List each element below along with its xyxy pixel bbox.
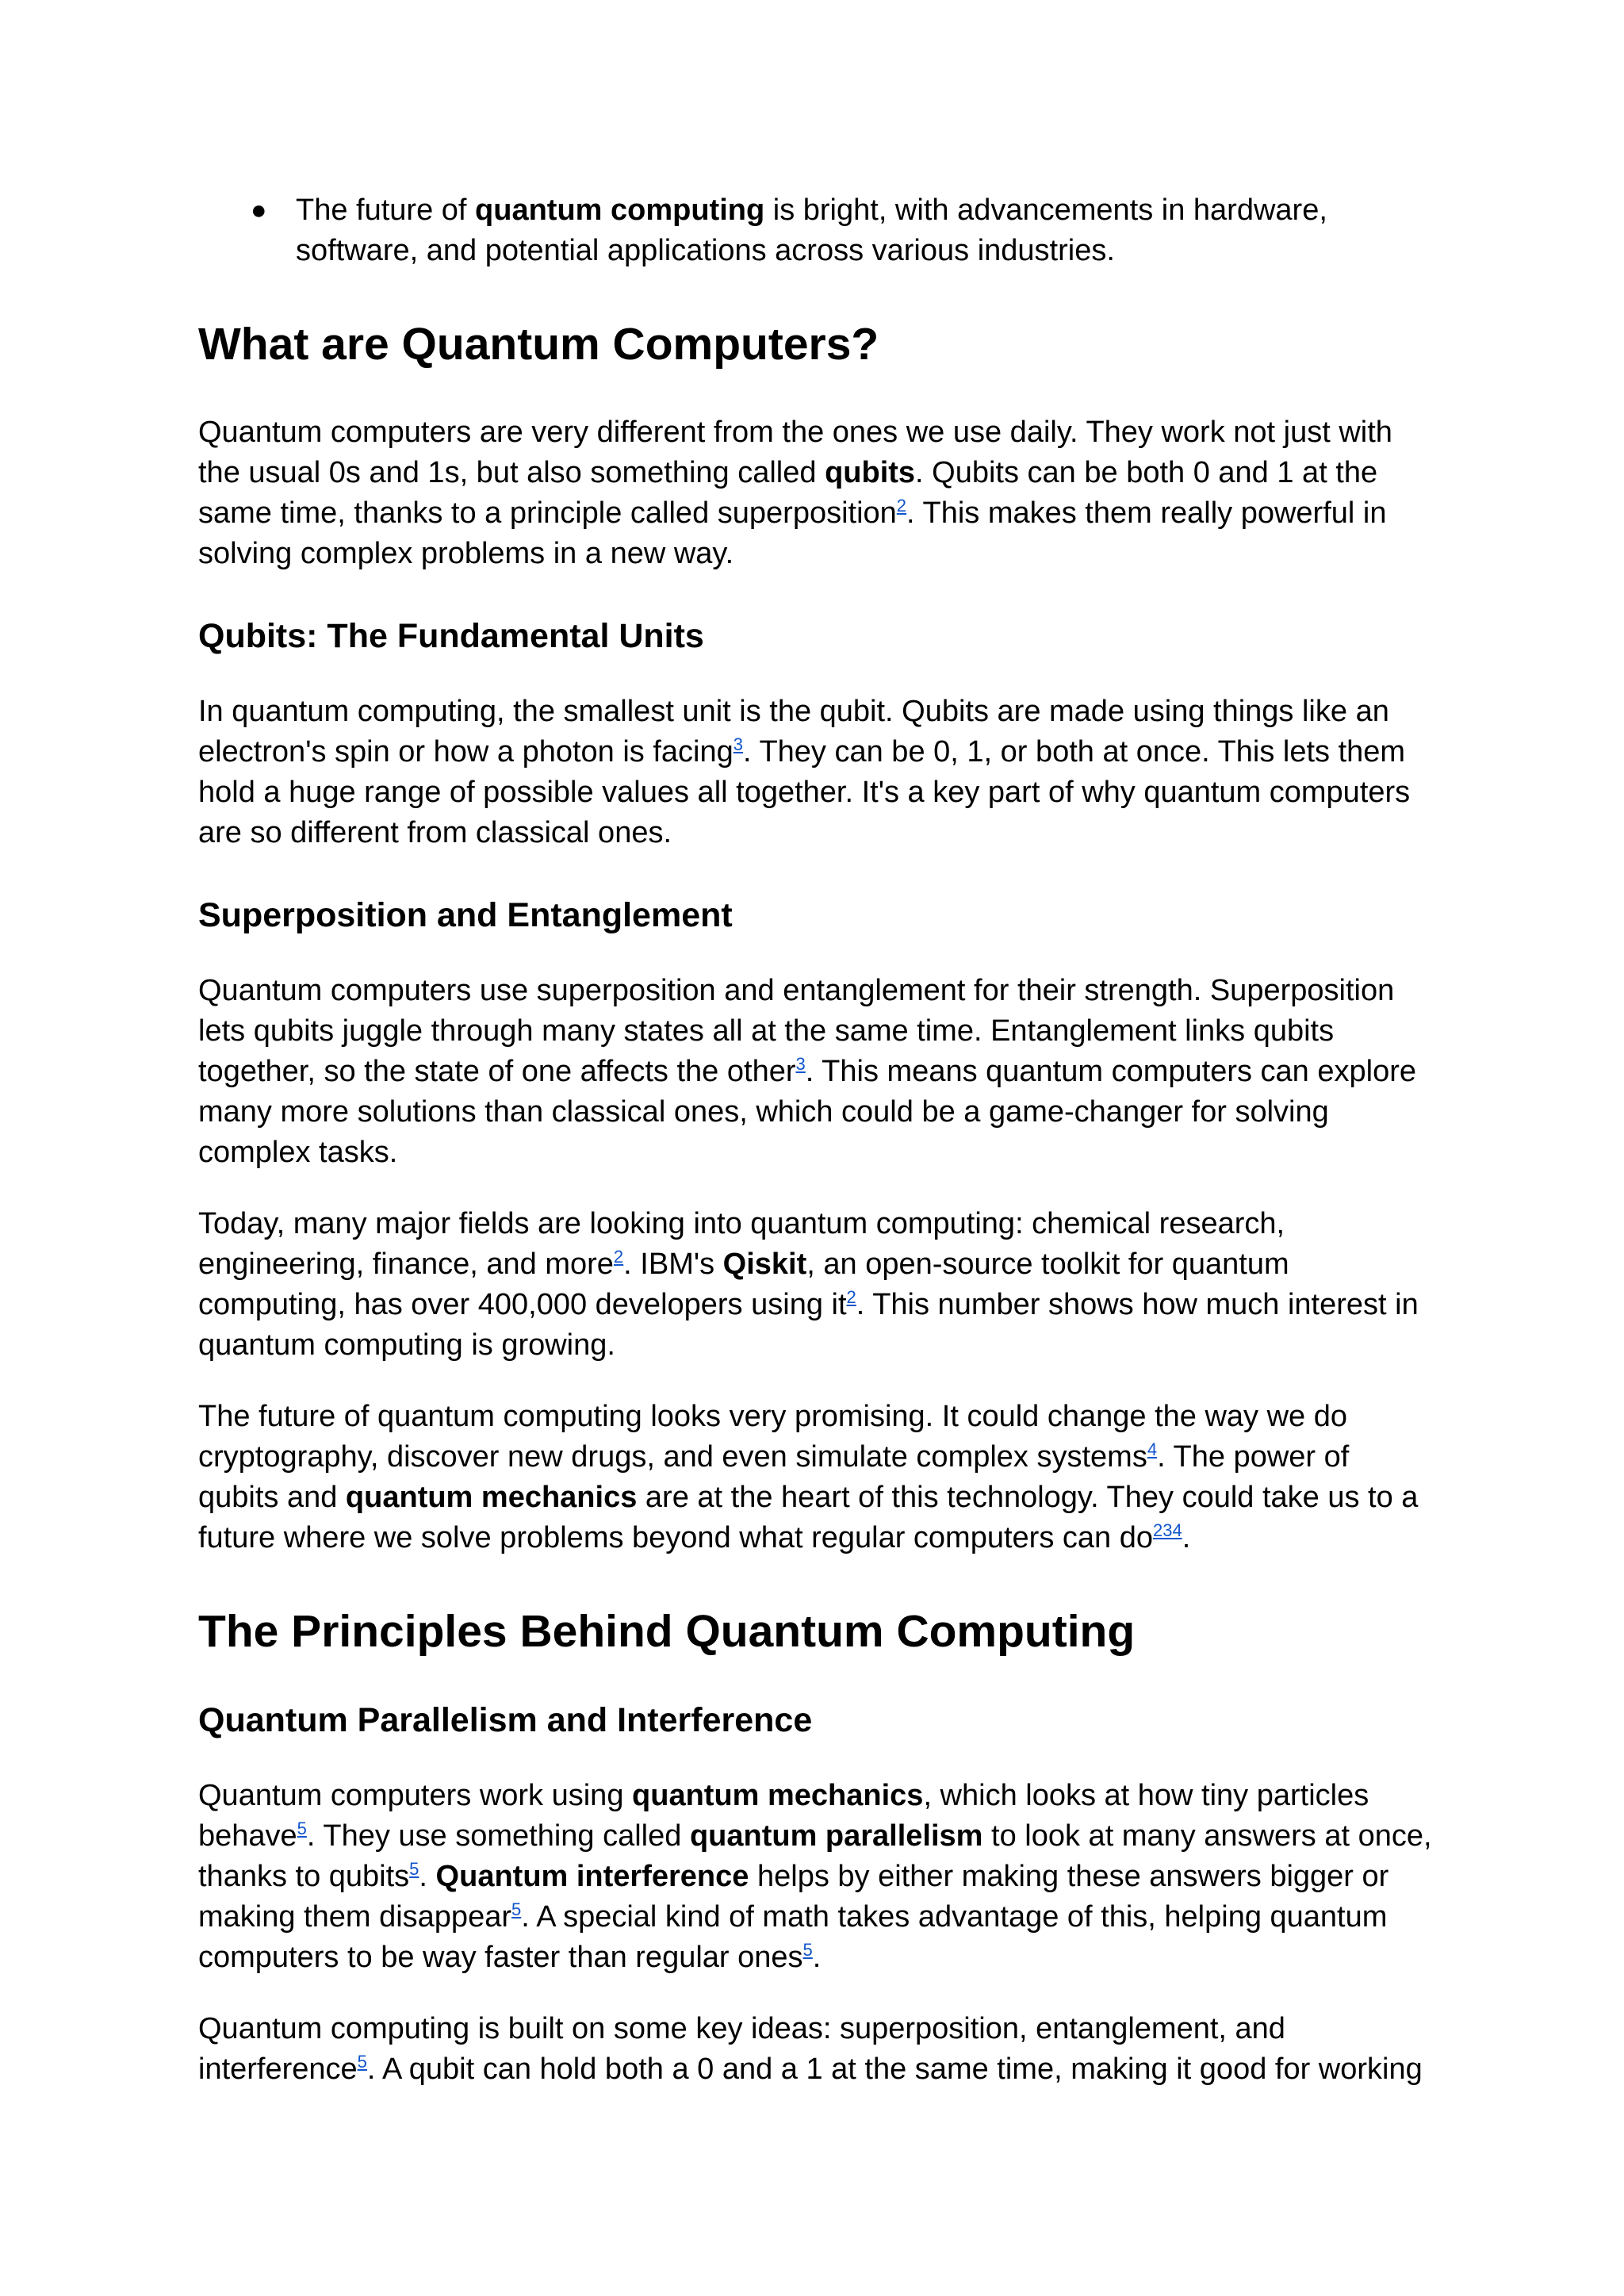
footnote-link[interactable]: 4 bbox=[1147, 1439, 1158, 1459]
heading-what-are-quantum-computers: What are Quantum Computers? bbox=[198, 319, 879, 370]
footnote-link[interactable]: 5 bbox=[802, 1940, 813, 1960]
paragraph: Quantum computing is built on some key ideas: superposition, entanglement, and interference$^5$. A qubit can hold both a 0 and a 1 at the same time, making it good for working bbox=[198, 2012, 1423, 2086]
bullet-dot-icon: ● bbox=[251, 195, 267, 225]
footnote-link[interactable]: 2 bbox=[846, 1287, 856, 1307]
heading-superposition-entanglement: Superposition and Entanglement bbox=[198, 896, 733, 934]
heading-qubits: Qubits: The Fundamental Units bbox=[198, 617, 704, 655]
footnote-link[interactable]: 5 bbox=[511, 1899, 522, 1919]
footnote-link[interactable]: 2 bbox=[613, 1247, 624, 1267]
footnote-link[interactable]: 2 bbox=[896, 496, 907, 516]
paragraph: Quantum computers are very different from the ones we use daily. They work not just with the usual 0s and 1s, but also something called qubits. Qubits can be both 0 and 1 at the same time, thanks to a principle called superposition$^2$. This makes them really powerful in solving complex problems in a new way. bbox=[198, 416, 1392, 570]
paragraph: Quantum computers work using quantum mechanics, which looks at how tiny particles behave$^5$. They use something called quantum parallelism to look at many answers at once, thanks to qubits$^5$. Quantum interference helps by either making these answers bigger or making them disappear$^5$. A special kind of math takes advantage of this, helping quantum computers to be way faster than regular ones$^5$. bbox=[198, 1779, 1432, 1974]
paragraph: In quantum computing, the smallest unit is the qubit. Qubits are made using things like an electron's spin or how a photon is facing$^3$. They can be 0, 1, or both at once. This lets them hold a huge range of possible values all together. It's a key part of why quantum computers are so different from classical ones. bbox=[198, 695, 1411, 849]
heading-parallelism-interference: Quantum Parallelism and Interference bbox=[198, 1701, 813, 1739]
bullet-list bbox=[198, 190, 1435, 271]
footnote-link[interactable]: 5 bbox=[409, 1859, 419, 1879]
footnote-link[interactable]: 5 bbox=[297, 1819, 307, 1838]
footnote-link[interactable]: 234 bbox=[1152, 1520, 1182, 1540]
footnote-link[interactable]: 3 bbox=[733, 734, 744, 754]
document-page bbox=[198, 190, 1435, 2090]
footnote-link[interactable]: 3 bbox=[795, 1054, 806, 1074]
footnote-link[interactable]: 5 bbox=[357, 2052, 367, 2072]
heading-principles: The Principles Behind Quantum Computing bbox=[198, 1606, 1136, 1657]
paragraph: Quantum computers use superposition and entanglement for their strength. Superposition lets qubits juggle through many states all at the same time. Entanglement links qubits together, so the state of one affects the other$^3$. This means quantum computers can explore many more solutions than classical ones, which could be a game-changer for solving complex tasks. bbox=[198, 974, 1416, 1169]
paragraph: The future of quantum computing looks very promising. It could change the way we do cryptography, discover new drugs, and even simulate complex systems$^4$. The power of qubits and quantum mechanics are at the heart of this technology. They could take us to a future where we solve problems beyond what regular computers can $do^{234}$. bbox=[198, 1400, 1419, 1554]
paragraph: Today, many major fields are looking into quantum computing: chemical research, engineering, finance, and more$^2$. IBM's Qiskit, an open-source toolkit for quantum computing, has over 400,000 developers using $it^2$. This number shows how much interest in quantum computing is growing. bbox=[198, 1207, 1419, 1362]
list-item: ● The future of quantum computing is bright, with advancements in hardware, software, and potential applications across various industries. bbox=[197, 190, 1435, 271]
